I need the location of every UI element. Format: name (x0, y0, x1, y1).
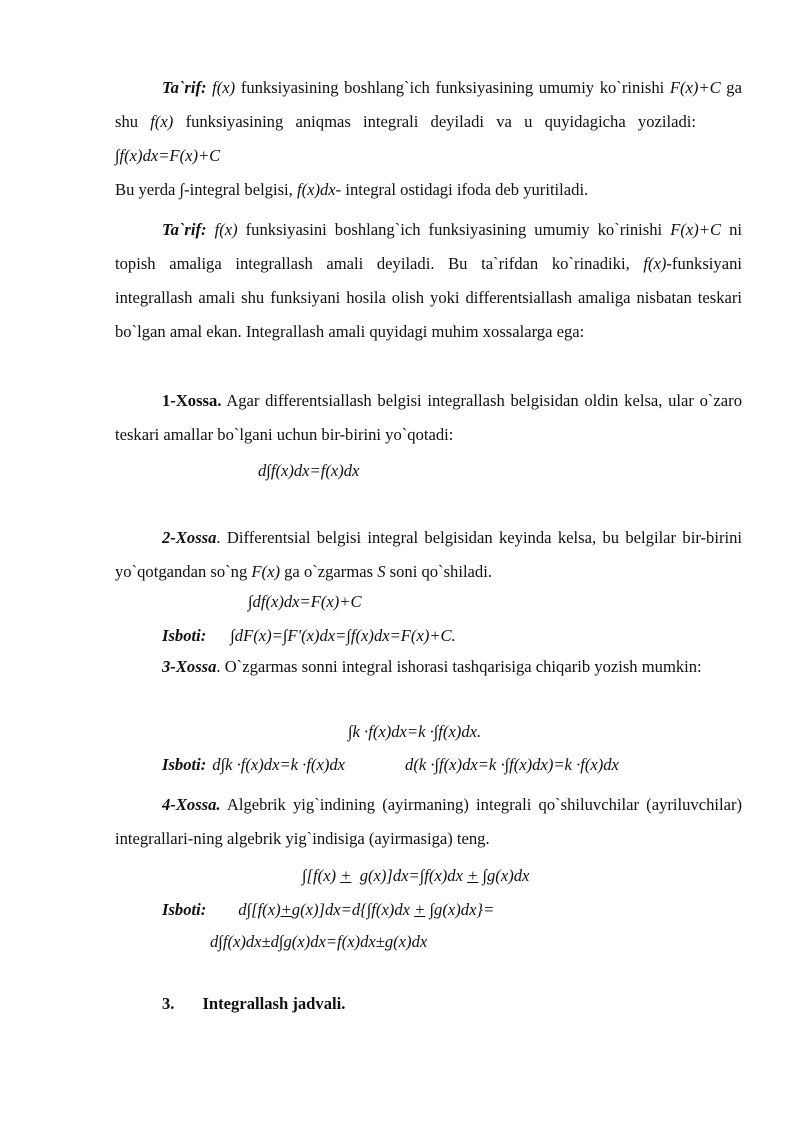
property-3-proof (162, 755, 619, 775)
property-4-heading: 4-Xossa. (162, 795, 221, 814)
math-fxdx: f(x)dx (296, 180, 336, 199)
math-fx: f(x) (643, 254, 667, 273)
section-title: Integrallash jadvali. (202, 994, 346, 1013)
property-3-formula: ∫k ·f(x)dx=k ·∫f(x)dx. (348, 722, 482, 741)
property-4-formula: ∫[f(x) + g(x)]dx=∫f(x)dx + ∫g(x)dx (302, 866, 530, 885)
math-Fx: F(x)+C (670, 220, 722, 239)
property-3-heading: 3-Xossa (162, 657, 217, 676)
property-2-formula: ∫df(x)dx=F(x)+C (248, 592, 362, 611)
proof-formula: d∫[f(x)+g(x)]dx=d{∫f(x)dx + ∫g(x)dx}= (238, 900, 495, 919)
math-fx: f(x) (150, 112, 174, 131)
property-3-text: . O`zgarmas sonni integral ishorasi tashqarisiga chiqarib yozish mumkin: (216, 657, 702, 676)
definition-paragraph-2 (115, 213, 742, 349)
notation-paragraph (115, 173, 742, 207)
math-S: S (377, 562, 386, 581)
math-Fx: F(x)+C (669, 78, 721, 97)
property-1-paragraph (115, 384, 742, 452)
definition-text: ga shu (115, 78, 742, 131)
property-2-text: soni qo`shiladi. (385, 562, 492, 581)
definition-text: funksiyasining boshlang`ich funksiyasining umumiy ko`rinishi (240, 78, 665, 97)
property-4-proof-line-2: d∫f(x)dx±d∫g(x)dx=f(x)dx±g(x)dx (210, 932, 428, 951)
property-3-paragraph (115, 650, 742, 684)
property-1-formula: d∫f(x)dx=f(x)dx (258, 461, 360, 480)
property-2-heading: 2-Xossa (162, 528, 217, 547)
property-2-text: ga o`zgarmas (279, 562, 378, 581)
property-4-text: Algebrik yig`indining (ayirmaning) integrali qo`shiluvchilar (ayriluvchilar) integrallari-ning algebrik yig`indisiga (ayirmasiga) teng. (115, 795, 743, 848)
proof-label: Isboti: (162, 755, 207, 774)
property-1-heading: 1-Xossa. (162, 391, 222, 410)
definition-text: -funksiyani integrallash amali shu funksiyani hosila olish yoki differentsiallash amaliga nisbatan teskari bo`lgan amal ekan. Integrallash amali quyidagi muhim xossalarga ega: (115, 254, 742, 341)
section-heading (162, 994, 345, 1014)
property-2-proof (162, 626, 456, 646)
math-fx: f(x) (214, 220, 238, 239)
math-Fx: F(x) (251, 562, 280, 581)
property-2-text: . Differentsial belgisi integral belgisidan keyinda kelsa, bu belgilar bir-birini yo`qotgandan so`ng (115, 528, 742, 581)
property-4-proof (162, 900, 494, 920)
property-2-paragraph (115, 521, 742, 589)
definition-heading: Ta`rif: (162, 78, 207, 97)
proof-label: Isboti: (162, 626, 207, 645)
proof-formula: d(k ·∫f(x)dx=k ·∫f(x)dx)=k ·f(x)dx (405, 755, 619, 774)
notation-text: Bu yerda ∫-integral belgisi, (115, 180, 297, 199)
definition-heading: Ta`rif: (162, 220, 207, 239)
definition-text: funksiyasining aniqmas integrali deyiladi va u quyidagicha yoziladi: (185, 112, 696, 131)
formula-indefinite-integral: ∫f(x)dx=F(x)+C (115, 146, 221, 165)
definition-paragraph-1 (115, 71, 742, 173)
definition-text: ni topish amaliga integrallash amali deyiladi. Bu ta`rifdan ko`rinadiki, (115, 220, 742, 273)
section-number: 3. (162, 994, 175, 1013)
proof-label: Isboti: (162, 900, 207, 919)
proof-formula: d∫k ·f(x)dx=k ·f(x)dx (212, 755, 346, 774)
math-fx: f(x) (212, 78, 236, 97)
property-1-text: Agar differentsiallash belgisi integrallash belgisidan oldin kelsa, ular o`zaro teskari amallar bo`lgani uchun bir-birini yo`qotadi: (115, 391, 742, 444)
proof-formula: ∫dF(x)=∫F'(x)dx=∫f(x)dx=F(x)+C. (230, 626, 456, 645)
property-4-paragraph (115, 788, 742, 856)
definition-text: funksiyasini boshlang`ich funksiyasining umumiy ko`rinishi (245, 220, 663, 239)
notation-text: - integral ostidagi ifoda deb yuritiladi. (335, 180, 589, 199)
